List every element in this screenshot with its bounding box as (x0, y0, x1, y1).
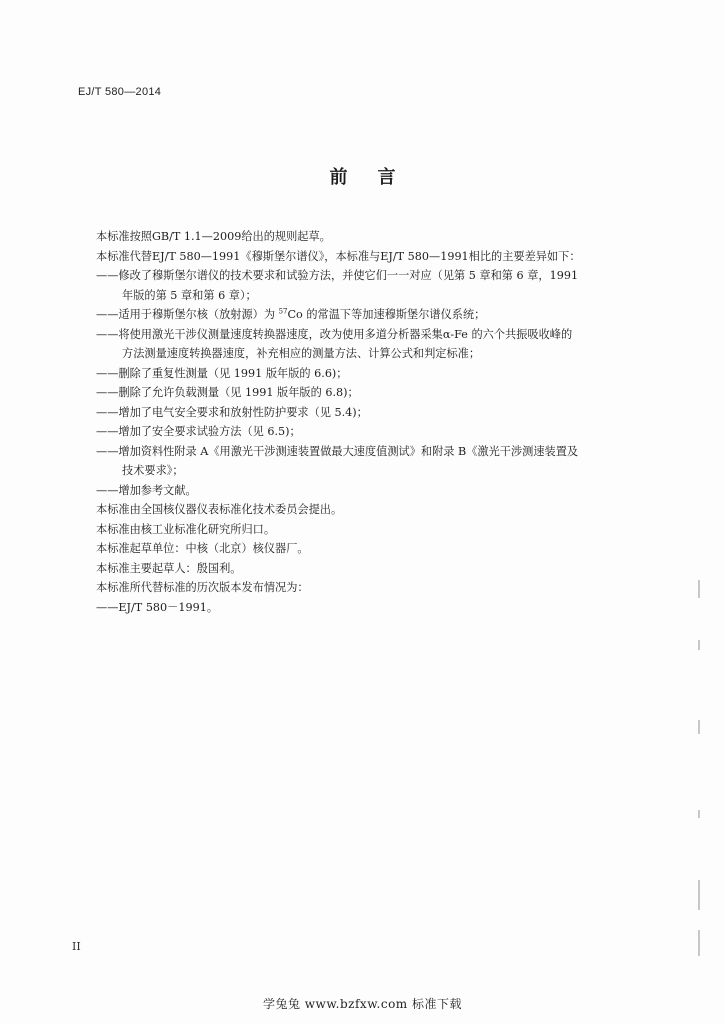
list-item: ——增加了安全要求试验方法（见 6.5)； (96, 425, 301, 438)
standard-code: EJ/T 580—2014 (78, 86, 162, 98)
paragraph-line: 本标准主要起草人：殷国利。 (96, 561, 242, 575)
paragraph-line: 本标准起草单位：中核（北京）核仪器厂。 (96, 542, 309, 555)
paragraph-line: 本标准由核工业标准化研究所归口。 (96, 522, 276, 536)
list-item: ——删除了重复性测量（见 1991 版年版的 6.6)； (96, 366, 348, 380)
list-item: ——增加参考文献。 (96, 483, 197, 497)
paragraph-line: 本标准按照GB/T 1.1—2009给出的规则起草。 (96, 230, 331, 243)
list-item: ——EJ/T 580－1991。 (96, 600, 219, 614)
list-item: ——修改了穆斯堡尔谱仪的技术要求和试验方法，并使它们一一对应（见第 5 章和第 6 章，1991 (96, 269, 579, 282)
list-item: ——增加资料性附录 A《用激光干涉测速装置做最大速度值测试》和附录 B《激光干涉测速装置及 (96, 444, 579, 458)
list-item-text: ——适用于穆斯堡尔核（放射源）为 (96, 308, 279, 321)
list-item-text: Co 的常温下等加速穆斯堡尔谱仪系统； (287, 308, 486, 321)
page-title: 前言 (329, 167, 426, 188)
list-item-continuation: 技术要求》； (122, 464, 184, 477)
paragraph-line: 本标准代替EJ/T 580—1991《穆斯堡尔谱仪》，本标准与EJ/T 580—1991相比的主要差异如下： (96, 249, 581, 263)
paragraph-line: 本标准所代替标准的历次版本发布情况为： (96, 581, 309, 594)
list-item: ——将使用激光干涉仪测量速度转换器速度，改为使用多道分析器采集α-Fe 的六个共振吸收峰的 (96, 327, 573, 341)
list-item-continuation: 方法测量速度转换器速度，补充相应的测量方法、计算公式和判定标准； (122, 347, 481, 360)
footer-watermark: 学兔兔 www.bzfxw.com 标准下载 (262, 997, 463, 1011)
list-item-continuation: 年版的第 5 章和第 6 章）； (122, 288, 257, 302)
list-item: ——删除了允许负载测量（见 1991 版年版的 6.8)； (96, 386, 359, 399)
isotope-mass-number: 57 (278, 307, 288, 316)
paragraph-line: 本标准由全国核仪器仪表标准化技术委员会提出。 (96, 503, 343, 516)
list-item: ——增加了电气安全要求和放射性防护要求（见 5.4)； (96, 405, 368, 419)
foreword-body (96, 227, 656, 617)
scan-edge-marks (698, 580, 702, 960)
page-number: II (72, 940, 81, 953)
list-item (96, 305, 656, 325)
